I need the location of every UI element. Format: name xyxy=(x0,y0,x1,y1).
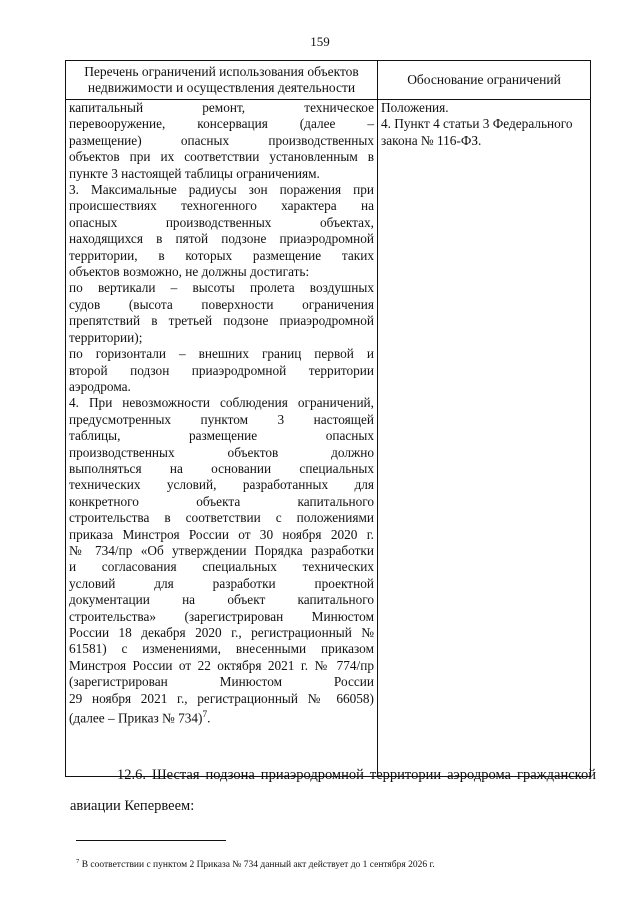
restrictions-line: и согласования специальных технических xyxy=(69,559,374,575)
header-justification: Обоснование ограничений xyxy=(378,61,591,100)
restrictions-line: предусмотренных пунктом 3 настоящей xyxy=(69,411,374,427)
restrictions-line: документации на объект капитального xyxy=(69,592,374,608)
justification-cell xyxy=(378,100,591,777)
restrictions-line: 61581) с изменениями, внесенными приказом xyxy=(69,641,374,657)
restrictions-line: опасных производственных объектах, xyxy=(69,214,374,230)
restrictions-line: 29 ноября 2021 г., регистрационный № 66058) xyxy=(69,690,374,706)
restrictions-line: условий для разработки проектной xyxy=(69,575,374,591)
restrictions-line: строительства» (зарегистрирован Минюстом xyxy=(69,608,374,624)
restrictions-line: выполняться на основании специальных xyxy=(69,460,374,476)
restrictions-line: происшествиях техногенного характера на xyxy=(69,198,374,214)
restrictions-line: конкретного объекта капитального xyxy=(69,493,374,509)
justification-line: закона № 116-ФЗ. xyxy=(381,132,482,148)
footnote xyxy=(76,856,616,871)
restrictions-line: по вертикали – высоты пролета воздушных xyxy=(69,280,374,296)
restrictions-line: технических условий, разработанных для xyxy=(69,477,374,493)
restrictions-line: капитальный ремонт, техническое xyxy=(69,100,374,115)
restrictions-line: таблицы, размещение опасных xyxy=(69,428,374,444)
restrictions-line: аэродрома. xyxy=(69,378,131,394)
restrictions-table xyxy=(65,60,591,777)
restrictions-line: территории); xyxy=(69,329,143,345)
footnote-mark: 7 xyxy=(76,858,80,865)
restrictions-line: судов (высота поверхности ограничения xyxy=(69,296,374,312)
restrictions-last-line xyxy=(69,707,374,727)
justification-line: Положения. xyxy=(381,100,449,115)
restrictions-line: объектов возможно, не должны достигать: xyxy=(69,264,310,280)
footnote-reference: 7 xyxy=(202,710,208,721)
restrictions-line: приказа Минстроя России от 30 ноября 2020 г. xyxy=(69,526,374,542)
restrictions-line: находящихся в пятой подзоне приаэродромной xyxy=(69,231,374,247)
restrictions-line: перевооружение, консервация (далее – xyxy=(69,116,374,132)
restrictions-cell xyxy=(66,100,378,777)
justification-line: 4. Пункт 4 статьи 3 Федерального xyxy=(381,116,573,132)
restrictions-line: России 18 декабря 2020 г., регистрационный № xyxy=(69,625,374,640)
restrictions-line: 4. При невозможности соблюдения ограничений, xyxy=(69,395,374,411)
restrictions-line: препятствий в третьей подзоне приаэродромной xyxy=(69,313,374,329)
table-row xyxy=(66,100,591,777)
restrictions-line: Минстроя России от 22 октября 2021 г. № 774/пр xyxy=(69,657,374,673)
restrictions-line: пункте 3 настоящей таблицы ограничениям. xyxy=(69,165,320,181)
restrictions-line: строительства в соответствии с положениями xyxy=(69,510,374,526)
restrictions-line: территории, в которых размещение таких xyxy=(69,247,374,263)
table-header-row xyxy=(66,61,591,100)
restrictions-text xyxy=(69,100,374,707)
restrictions-line: производственных объектов должно xyxy=(69,444,374,460)
restrictions-line: размещение) опасных производственных xyxy=(69,132,374,148)
restrictions-line: второй подзон приаэродромной территории xyxy=(69,362,374,378)
header-restrictions-list: Перечень ограничений использования объектов недвижимости и осуществления деятельности xyxy=(66,61,378,100)
page-number: 159 xyxy=(310,34,330,49)
restrictions-line: № 734/пр «Об утверждении Порядка разработки xyxy=(69,542,374,558)
justification-text xyxy=(381,100,587,149)
restrictions-line: (зарегистрирован Минюстом России xyxy=(69,674,374,690)
restrictions-line: объектов при их соответствии установленным в xyxy=(69,149,374,165)
restrictions-line: 3. Максимальные радиусы зон поражения при xyxy=(69,182,374,198)
restrictions-line: по горизонтали – внешних границ первой и xyxy=(69,346,374,362)
footnote-divider xyxy=(76,840,226,841)
last-line-end: . xyxy=(207,710,211,726)
footnote-text: В соответствии с пунктом 2 Приказа № 734 данный акт действует до 1 сентября 2026 г. xyxy=(79,860,435,871)
last-line-text: (далее – Приказ № 734) xyxy=(69,710,203,726)
section-paragraph: 12.6. Шестая подзона приаэродромной территории аэродрома гражданской авиации Кепервеем: xyxy=(70,767,596,814)
